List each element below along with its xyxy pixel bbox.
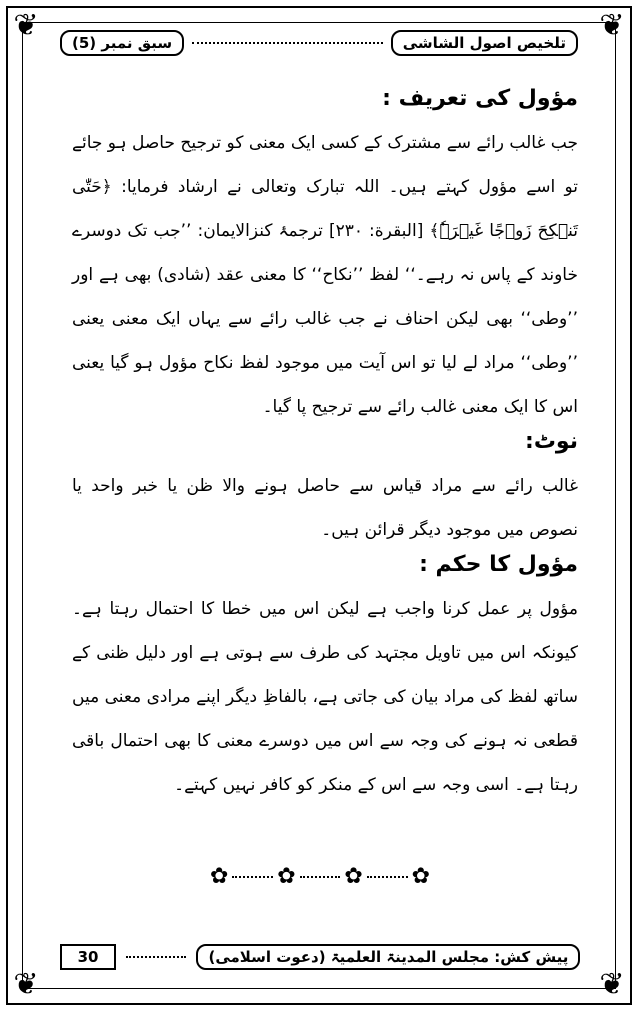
publisher-suffix: (دعوت اسلامی) [208,948,326,966]
page-footer [40,940,600,974]
flower-icon: ✿ [277,864,296,889]
footer-divider [126,956,186,958]
ruling-paragraph: مؤول پر عمل کرنا واجب ہے لیکن اس میں خطا کا احتمال رہتا ہے۔ کیونکہ اس میں تاویل مجتہد کی طرف سے ہوتی ہے اور دلیل ظنی کے ساتھ لفظ کی مراد بیان کی جاتی ہے، بالفاظِ دیگر اپنے مرادی معنی میں قطعی نہ ہونے کی وجہ سے اس میں دوسرے معنی کا بھی احتمال باقی رہتا ہے۔ اسی وجہ سے اس کے منکر کو کافر نہیں کہتے۔ [72,599,578,795]
publisher-name: مجلس المدینۃ العلمیۃ [330,948,490,966]
book-title: تلخیص اصول الشاشی [391,30,578,56]
section-divider [210,864,430,889]
flower-icon: ✿ [344,864,363,889]
flower-icon: ✿ [411,864,430,889]
page-content [72,86,578,807]
page-header [60,26,578,60]
corner-flourish-icon: ❦ [599,8,625,43]
note-paragraph: غالب رائے سے مراد قیاس سے حاصل ہونے والا ظن یا خبر واحد یا نصوص میں موجود دیگر قرائن ہیں۔ [72,476,578,540]
corner-flourish-icon: ❦ [13,8,39,43]
section-heading-ruling: مؤول کا حکم : [419,552,578,577]
page-number: 30 [60,944,117,970]
header-divider [192,42,383,44]
corner-flourish-icon: ❦ [13,967,39,1002]
flower-icon: ✿ [210,864,229,889]
lesson-number: سبق نمبر (5) [60,30,184,56]
publisher-label [196,944,580,970]
definition-paragraph: جب غالب رائے سے مشترک کے کسی ایک معنی کو ترجیح حاصل ہو جائے تو اسے مؤول کہتے ہیں۔ اللہ تبارک وتعالی نے ارشاد فرمایا: ﴿حَتّٰی تَنۡکِحَ زَوۡجًا غَیۡرَہٗ﴾ [البقرة: ۲۳۰] ترجمۂ کنزالایمان: ’’جب تک دوسرے خاوند کے پاس نہ رہے۔‘‘ لفظ ’’نکاح‘‘ کا معنی عقد (شادی) بھی ہے اور ’’وطی‘‘ بھی لیکن احناف نے جب غالب رائے سے یہاں ایک معنی یعنی ’’وطی‘‘ مراد لے لیا تو اس آیت میں موجود لفظ نکاح مؤول ہو گیا یعنی اس کا ایک معنی غالب رائے سے ترجیح پا گیا۔ [72,133,578,417]
publisher-prefix: پیش کش: [494,948,569,966]
section-heading-note: نوٹ: [525,429,578,454]
corner-flourish-icon: ❦ [599,967,625,1002]
section-heading-definition: مؤول کی تعریف : [382,86,578,111]
